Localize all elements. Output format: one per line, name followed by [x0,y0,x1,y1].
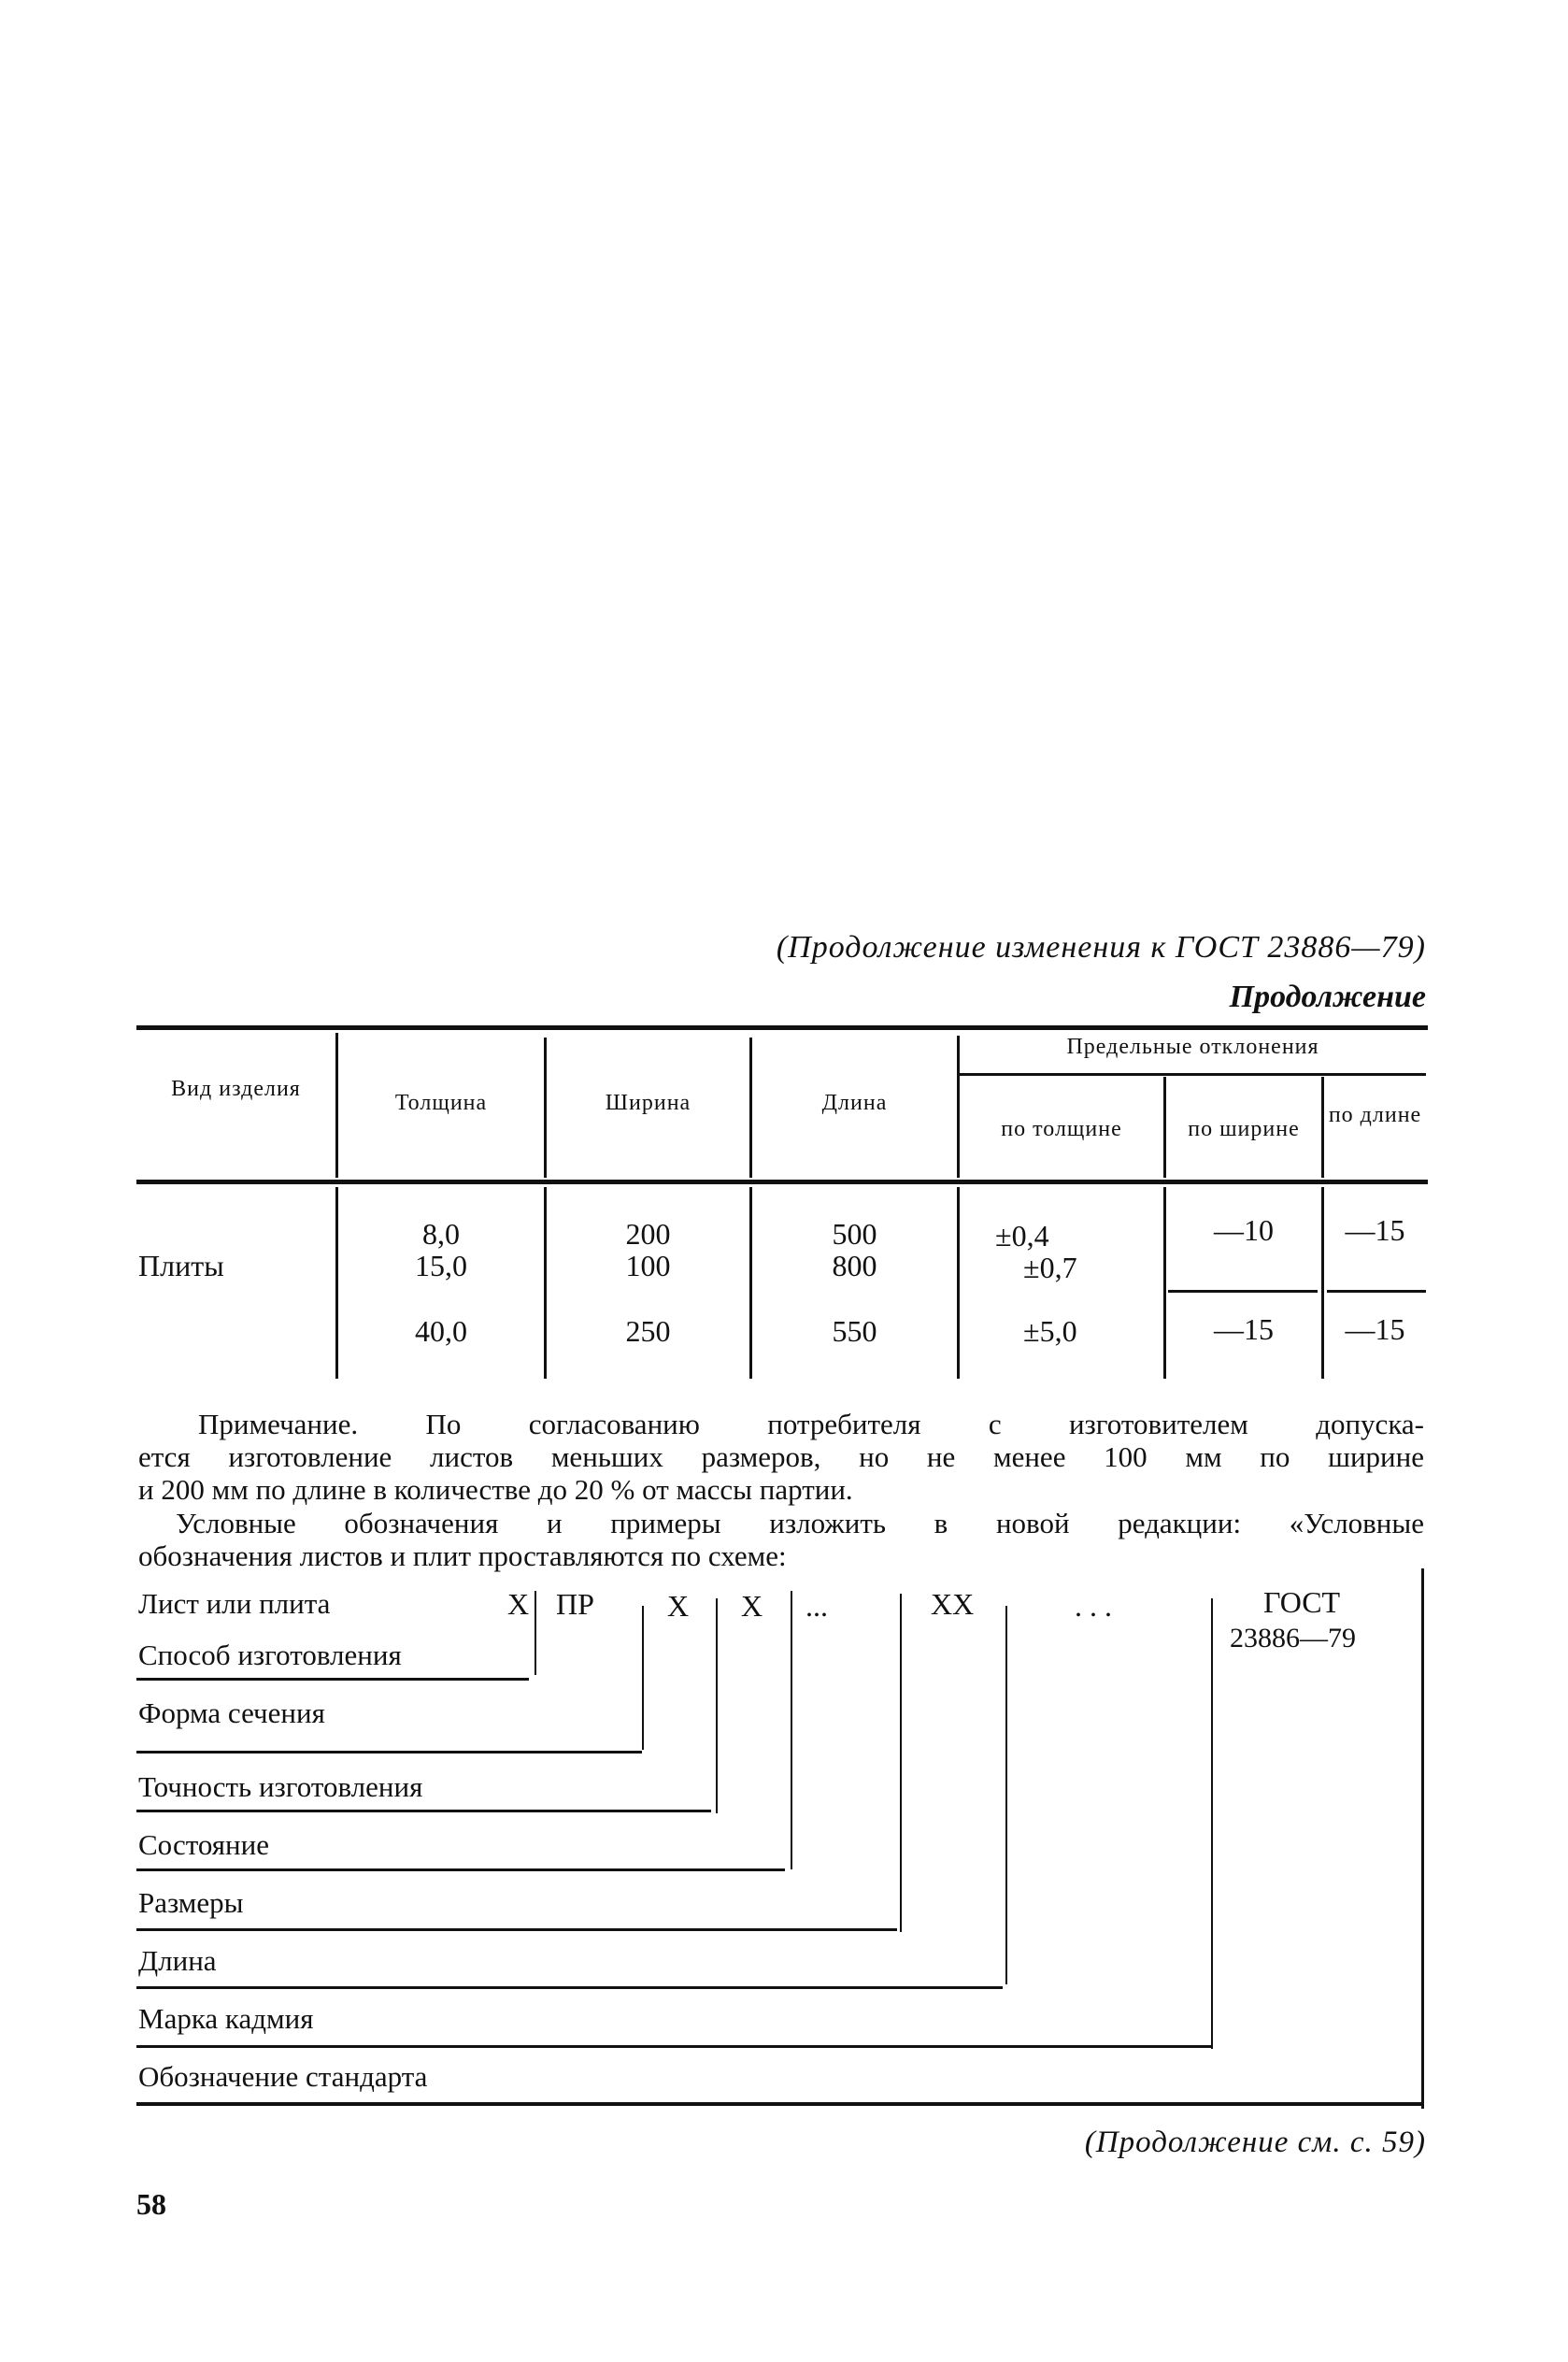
cell-dev-thickness: ±0,7 [1023,1251,1077,1284]
subheader-length: по длине [1328,1103,1422,1127]
scheme-label: Марка кадмия [138,2002,314,2035]
scheme-connector [1211,1598,1213,2049]
cell-length: 500 [832,1217,877,1251]
cell-width: 100 [625,1249,671,1282]
scheme-token: X [507,1587,530,1621]
page-number: 58 [136,2187,166,2221]
header-limit-deviations: Предельные отклонения [1066,1035,1319,1059]
scheme-rule [136,1751,642,1754]
header-product-type: Вид изделия [171,1077,301,1101]
scheme-rule [136,1986,1003,1989]
product-name: Плиты [138,1249,224,1282]
scheme-connector [1421,1568,1424,2109]
scheme-label: Состояние [138,1828,269,1861]
scheme-label: Размеры [138,1886,244,1919]
scheme-connector [900,1594,902,1932]
scheme-token: ГОСТ [1263,1585,1341,1619]
length-split-rule [1327,1290,1426,1293]
scheme-connector [1005,1606,1007,1984]
header-width: Ширина [605,1091,691,1115]
scheme-label: Форма сечения [138,1696,325,1729]
paragraph-line: Условные обозначения и примеры изложить в новой редакции: «Условные [176,1507,1424,1539]
scheme-token: ПР [556,1587,594,1621]
scheme-token: X [741,1589,763,1623]
scheme-connector [642,1606,644,1750]
cell-dev-thickness: ±5,0 [1023,1314,1077,1348]
cell-dev-width: —15 [1214,1312,1274,1346]
cell-thickness: 15,0 [415,1249,467,1282]
scheme-label: Способ изготовления [138,1639,402,1671]
scheme-label: Обозначение стандарта [138,2060,428,2093]
header-thickness: Толщина [394,1091,488,1115]
continuation-title: (Продолжение изменения к ГОСТ 23886—79) [776,930,1426,965]
note-line: Примечание. По согласованию потребителя с изготовителем допуска- [198,1408,1424,1440]
table-top-rule [136,1025,1428,1030]
cell-dev-length: —15 [1345,1312,1405,1346]
cell-width: 250 [625,1314,671,1348]
scheme-token: X [667,1589,690,1623]
cell-dev-length: —15 [1345,1213,1405,1247]
cell-thickness: 8,0 [422,1217,460,1251]
scheme-connector [791,1591,792,1869]
scheme-token: 23886—79 [1230,1623,1356,1653]
scheme-rule [136,2102,1424,2106]
cell-thickness: 40,0 [415,1314,467,1348]
cell-length: 550 [832,1314,877,1348]
scheme-rule [136,1928,897,1931]
subheader-width: по ширине [1188,1117,1300,1141]
scheme-label: Точность изготовления [138,1770,423,1803]
subheader-thickness: по толщине [1001,1117,1122,1141]
cell-width: 200 [625,1217,671,1251]
scheme-rule [136,2045,1213,2048]
scheme-rule [136,1810,711,1812]
scheme-token: XX [931,1587,975,1621]
continuation-label: Продолжение [1229,980,1426,1014]
paragraph-line: обозначения листов и плит проставляются по схеме: [138,1539,787,1572]
col-divider [957,1187,960,1379]
scheme-label: Лист или плита [138,1587,331,1620]
scheme-token: ... [805,1589,828,1623]
scheme-connector [535,1591,536,1675]
note-line: ется изготовление листов меньших размеров, но не менее 100 мм по ширине [138,1440,1424,1473]
scheme-label: Длина [138,1944,217,1977]
header-length: Длина [821,1091,888,1115]
footer-continuation: (Продолжение см. с. 59) [1084,2126,1426,2159]
width-split-rule [1168,1290,1318,1293]
note-line: и 200 мм по длине в количестве до 20 % от массы партии. [138,1473,853,1506]
scheme-rule [136,1678,529,1681]
scheme-token: . . . [1075,1589,1112,1623]
scheme-connector [716,1598,718,1813]
header-bottom-rule [136,1180,1428,1184]
cell-length: 800 [832,1249,877,1282]
cell-dev-thickness: ±0,4 [995,1219,1049,1253]
group-header-rule [960,1073,1426,1076]
cell-dev-width: —10 [1214,1213,1274,1247]
scheme-rule [136,1868,785,1871]
